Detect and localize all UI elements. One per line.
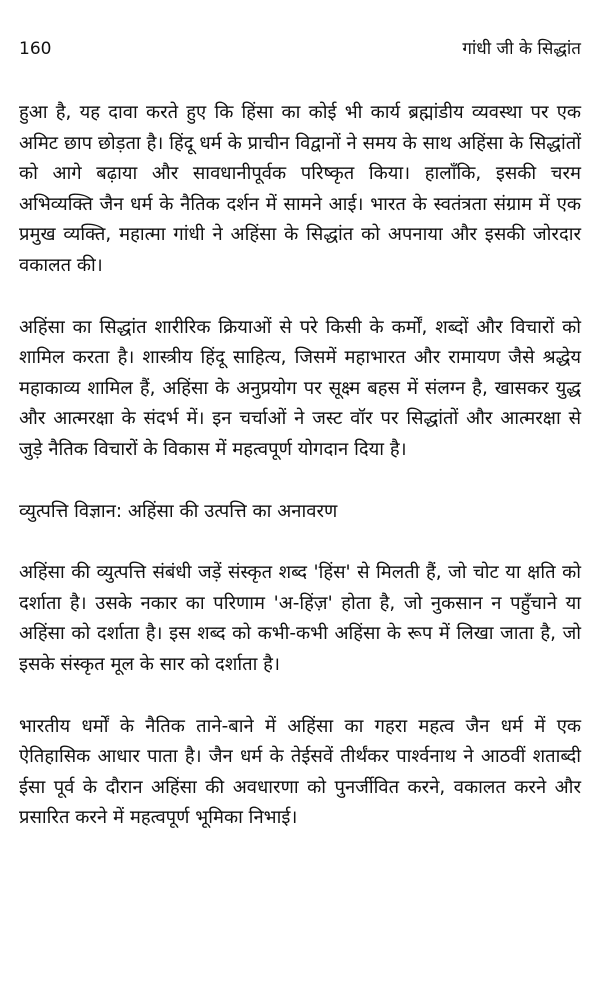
paragraph-3: अहिंसा की व्युत्पत्ति संबंधी जड़ें संस्कृत शब्द 'हिंस' से मिलती हैं, जो चोट या क्षति को दर्शाता है। उसके नकार का परिणाम 'अ-हिंज़' होता है, जो नुकसान न पहुँचाने या अहिंसा को दर्शाता है। इस शब्द को कभी-कभी अहिंसा के रूप में लिखा जाता है, जो इसके संस्कृत मूल के सार को दर्शाता है। <box>19 562 581 675</box>
running-title: गांधी जी के सिद्धांत <box>462 39 581 59</box>
paragraph-2: अहिंसा का सिद्धांत शारीरिक क्रियाओं से परे किसी के कर्मों, शब्दों और विचारों को शामिल करता है। शास्त्रीय हिंदू साहित्य, जिसमें महाभारत और रामायण जैसे श्रद्धेय महाकाव्य शामिल हैं, अहिंसा के अनुप्रयोग पर सूक्ष्म बहस में संलग्न है, खासकर युद्ध और आत्मरक्षा के संदर्भ में। इन चर्चाओं ने जस्ट वॉर पर सिद्धांतों और आत्मरक्षा से जुड़े नैतिक विचारों के विकास में महत्वपूर्ण योगदान दिया है। <box>19 316 581 460</box>
page-body <box>19 98 581 834</box>
section-heading: व्युत्पत्ति विज्ञान: अहिंसा की उत्पत्ति का अनावरण <box>19 500 338 522</box>
page-number: 160 <box>19 39 52 59</box>
paragraph-4: भारतीय धर्मों के नैतिक ताने-बाने में अहिंसा का गहरा महत्व जैन धर्म में एक ऐतिहासिक आधार पाता है। जैन धर्म के तेईसवें तीर्थंकर पार्श्वनाथ ने आठवीं शताब्दी ईसा पूर्व के दौरान अहिंसा की अवधारणा को पुनर्जीवित करने, वकालत करने और प्रसारित करने में महत्वपूर्ण भूमिका निभाई। <box>19 715 581 829</box>
page-header <box>19 36 581 62</box>
paragraph-1: हुआ है, यह दावा करते हुए कि हिंसा का कोई भी कार्य ब्रह्मांडीय व्यवस्था पर एक अमिट छाप छोड़ता है। हिंदू धर्म के प्राचीन विद्वानों ने समय के साथ अहिंसा के सिद्धांतों को आगे बढ़ाया और सावधानीपूर्वक परिष्कृत किया। हालाँकि, इसकी चरम अभिव्यक्ति जैन धर्म के नैतिक दर्शन में सामने आई। भारत के स्वतंत्रता संग्राम में एक प्रमुख व्यक्ति, महात्मा गांधी ने अहिंसा के सिद्धांत को अपनाया और इसकी जोरदार वकालत की। <box>19 102 581 276</box>
